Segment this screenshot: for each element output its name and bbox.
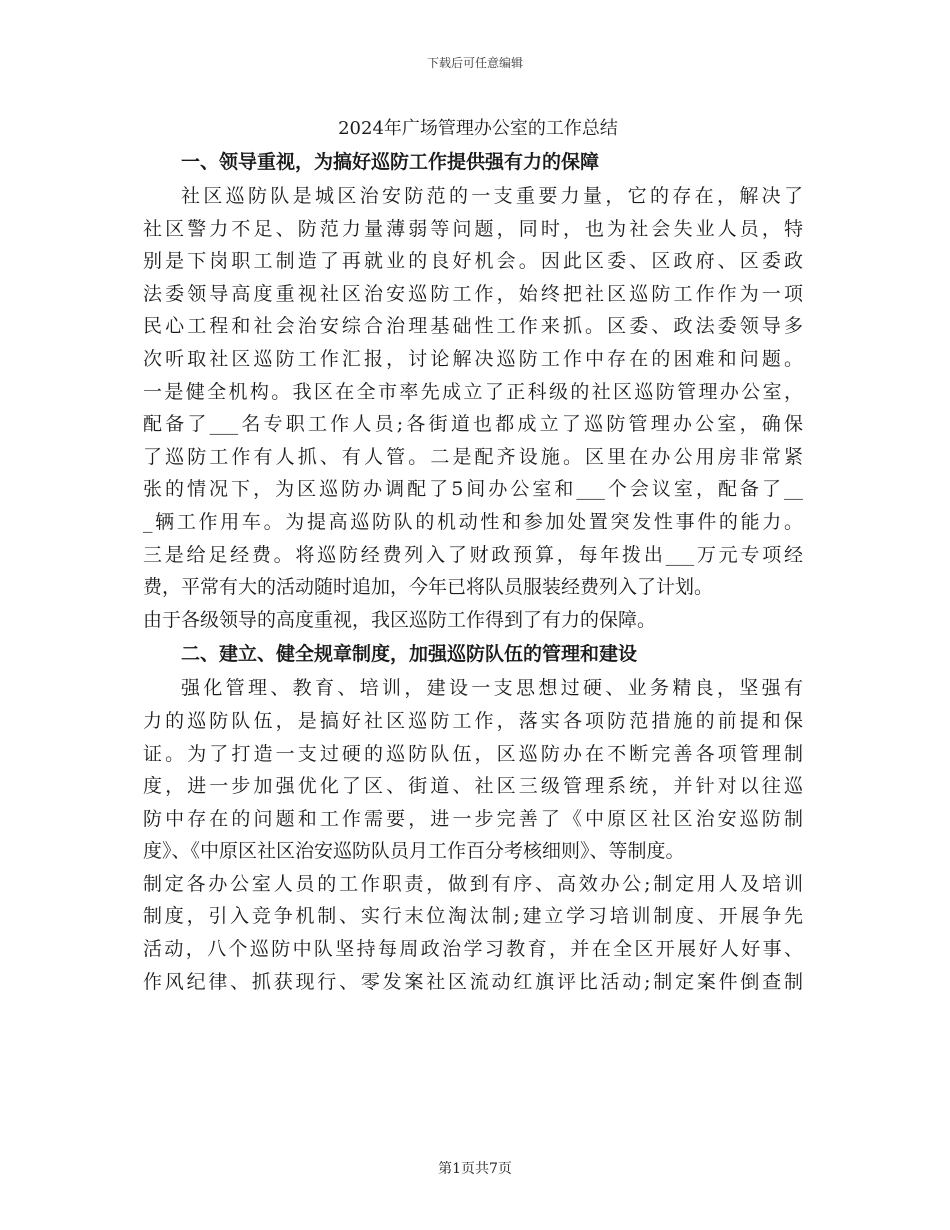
paragraph-line: 防中存在的问题和工作需要，进一步完善了《中原区社区治安巡防制 [143, 807, 803, 830]
paragraph-line: 力的巡防队伍，是搞好社区巡防工作，落实各项防范措施的前提和保 [143, 709, 803, 732]
paragraph-line: 民心工程和社会治安综合治理基础性工作来抓。区委、政法委领导多 [143, 315, 803, 338]
paragraph-line: 度》、《中原区社区治安巡防队员月工作百分考核细则》、等制度。 [143, 840, 685, 863]
paragraph-line: 强化管理、教育、培训，建设一支思想过硬、业务精良，坚强有 [181, 677, 803, 700]
paragraph-line: 作风纪律、抓获现行、零发案社区流动红旗评比活动;制定案件倒查制 [143, 970, 803, 993]
paragraph-line: 社区巡防队是城区治安防范的一支重要力量，它的存在，解决了 [181, 185, 803, 207]
paragraph-line: 一是健全机构。我区在全市率先成立了正科级的社区巡防管理办公室， [143, 380, 803, 403]
section-2-heading: 二、建立、健全规章制度，加强巡防队伍的管理和建设 [181, 643, 638, 666]
paragraph-line: 制度，引入竞争机制、实行末位淘汰制;建立学习培训制度、开展争先 [143, 905, 803, 928]
paragraph-line: 张的情况下，为区巡防办调配了5间办公室和___个会议室，配备了__ [143, 478, 803, 501]
paragraph-line: 别是下岗职工制造了再就业的良好机会。因此区委、区政府、区委政 [143, 250, 803, 273]
paragraph-line: 度，进一步加强优化了区、街道、社区三级管理系统，并针对以往巡 [143, 775, 803, 798]
section-2-paragraph [143, 672, 803, 998]
paragraph-line: 配备了___名专职工作人员;各街道也都成立了巡防管理办公室，确保 [143, 413, 803, 436]
paragraph-line: 由于各级领导的高度重视，我区巡防工作得到了有力的保障。 [143, 608, 657, 631]
paragraph-line: 社区警力不足、防范力量薄弱等问题，同时，也为社会失业人员，特 [143, 217, 803, 240]
section-1-paragraph [143, 180, 803, 636]
paragraph-line: _辆工作用车。为提高巡防队的机动性和参加处置突发性事件的能力。 [143, 510, 803, 533]
document-title: 2024年广场管理办公室的工作总结 [338, 118, 618, 139]
paragraph-line: 了巡防工作有人抓、有人管。二是配齐设施。区里在办公用房非常紧 [143, 445, 803, 468]
paragraph-line: 费，平常有大的活动随时追加，今年已将队员服装经费列入了计划。 [143, 576, 714, 599]
page-footer: 第1页共7页 [438, 1161, 512, 1177]
paragraph-line: 制定各办公室人员的工作职责，做到有序、高效办公;制定用人及培训 [143, 872, 803, 895]
section-1-heading: 一、领导重视，为搞好巡防工作提供强有力的保障 [181, 151, 600, 173]
paragraph-line: 次听取社区巡防工作汇报，讨论解决巡防工作中存在的困难和问题。 [143, 347, 803, 370]
paragraph-line: 三是给足经费。将巡防经费列入了财政预算，每年拨出___万元专项经 [143, 543, 803, 566]
document-body [143, 114, 803, 998]
paragraph-line: 活动，八个巡防中队坚持每周政治学习教育，并在全区开展好人好事、 [143, 938, 803, 961]
paragraph-line: 法委领导高度重视社区治安巡防工作，始终把社区巡防工作作为一项 [143, 282, 803, 305]
paragraph-line: 证。为了打造一支过硬的巡防队伍，区巡防办在不断完善各项管理制 [143, 742, 803, 765]
page-header: 下载后可任意编辑 [426, 56, 523, 70]
